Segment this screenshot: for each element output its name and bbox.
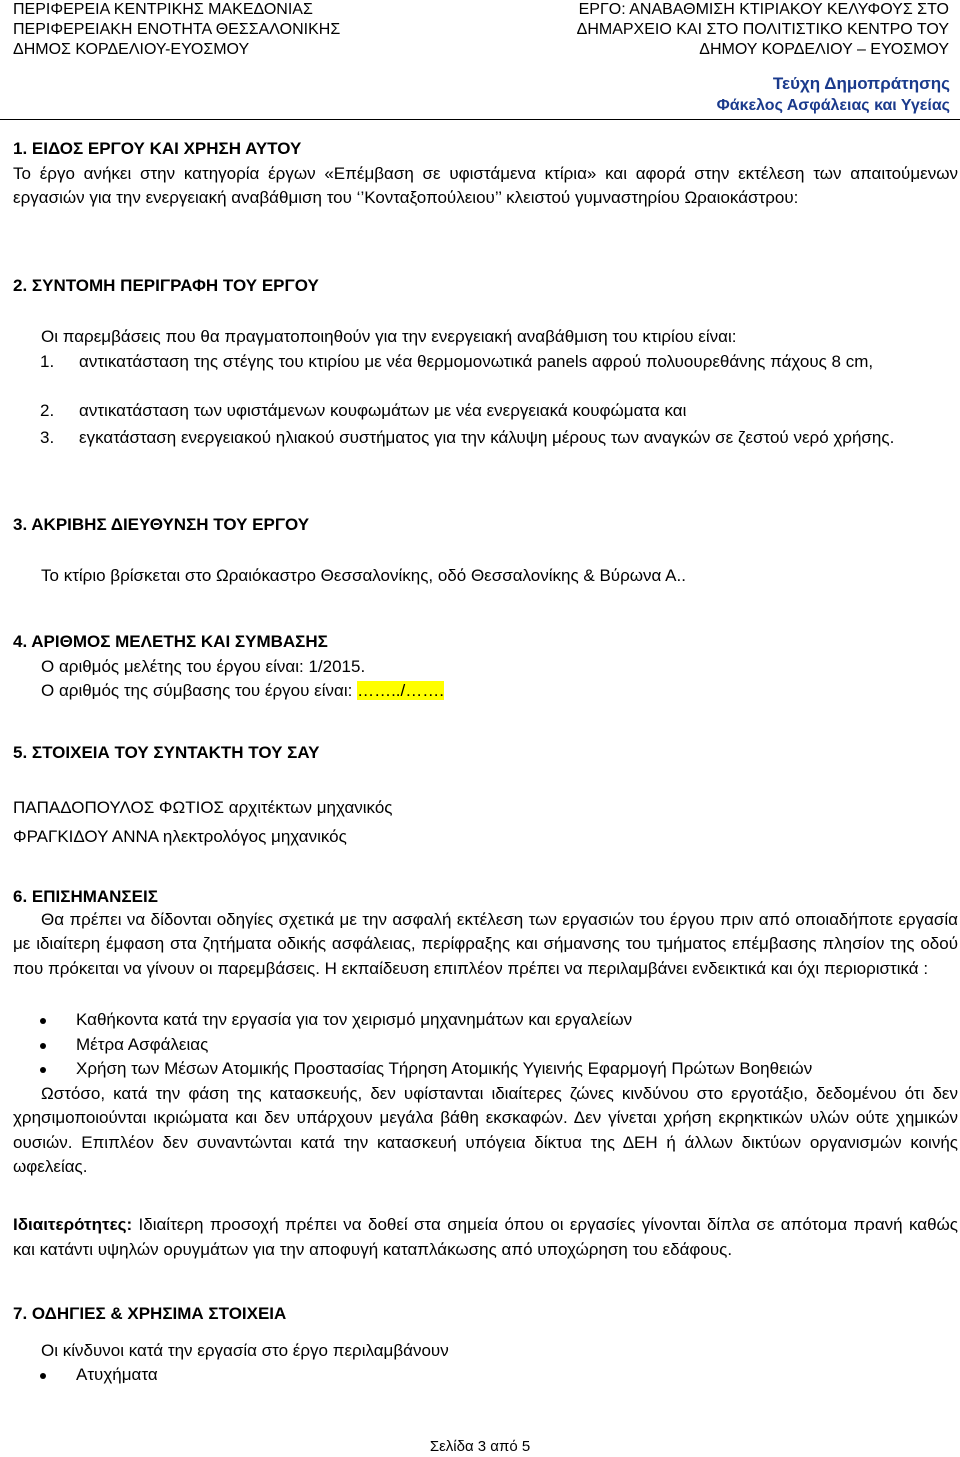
section-6-text: Θα πρέπει να δίδονται οδηγίες σχετικά με την ασφαλή εκτέλεση των εργασιών του έργου πριν από οποιαδήποτε εργασία με ιδιαίτερη έμφαση στα ζητήματα οδικής ασφάλειας, περίφραξης και σήμανσης του τμήματος επέμβασης πλησίον της οδού που πρόκειται να γίνουν οι παρεμβάσεις. Η εκπαίδευση επιπλέον πρέπει να περιλαμβάνει ενδεικτικά και όχι περιοριστικά : bbox=[13, 910, 958, 978]
bullet-text: Μέτρα Ασφάλειας bbox=[76, 1035, 209, 1054]
header-left-line: ΠΕΡΙΦΕΡΕΙΑ ΚΕΝΤΡΙΚΗΣ ΜΑΚΕΔΟΝΙΑΣ bbox=[13, 1, 313, 18]
header-right bbox=[577, 0, 949, 60]
section-2-heading bbox=[13, 274, 958, 298]
section-3-text: Το κτίριο βρίσκεται στο Ωραιόκαστρο Θεσσαλονίκης, οδό Θεσσαλονίκης & Βύρωνα Α.. bbox=[41, 566, 686, 585]
section-6-text-2: Ωστόσο, κατά την φάση της κατασκευής, δεν υφίστανται ιδιαίτερες ζώνες κινδύνου στο εργοτάξιο, δεδομένου ότι δεν χρησιμοποιούνται ικριώματα και δεν υπάρχουν μεγάλα βάθη εκσκαφών. Δεν γίνεται χρήση εκρηκτικών υλών ούτε χημικών ουσιών. Επιπλέον δεν συναντώνται κατά την κατασκευή υπόγεια δίκτυα της ΔΕΗ ή άλλων δικτύων οργανισμών κοινής ωφελείας. bbox=[13, 1084, 958, 1176]
header-right-line: ΔΗΜΟΥ ΚΟΡΔΕΛΙΟΥ – ΕΥΟΣΜΟΥ bbox=[699, 41, 949, 58]
special-notes-text: Ιδιαίτερη προσοχή πρέπει να δοθεί στα σημεία όπου οι εργασίες γίνονται δίπλα σε απότομα πρανή καθώς και κατάντι υψηλών ορυγμάτων για την αποφυγή καταπλάκωσης από υποχώρηση του εδάφους. bbox=[13, 1215, 958, 1259]
list-item-text: εγκατάσταση ενεργειακού ηλιακού συστήματος για την κάλυψη μέρους των αναγκών σε ζεστού νερό χρήσης. bbox=[79, 428, 895, 447]
section-4-heading: 4. ΑΡΙΘΜΟΣ ΜΕΛΕΤΗΣ ΚΑΙ ΣΥΜΒΑΣΗΣ bbox=[13, 632, 328, 651]
section-3-heading: 3. ΑΚΡΙΒΗΣ ΔΙΕΥΘΥΝΣΗ ΤΟΥ ΕΡΓΟΥ bbox=[13, 515, 310, 534]
header-right-line: ΕΡΓΟ: ΑΝΑΒΑΘΜΙΣΗ ΚΤΙΡΙΑΚΟΥ ΚΕΛΥΦΟΥΣ ΣΤΟ bbox=[578, 1, 949, 18]
section-1-heading: 1. ΕΙΔΟΣ ΕΡΓΟΥ ΚΑΙ ΧΡΗΣΗ ΑΥΤΟΥ bbox=[13, 139, 302, 158]
list-item-number: 1. bbox=[40, 352, 55, 371]
bullet-text: Καθήκοντα κατά την εργασία για τον χειρισμό μηχανημάτων και εργαλείων bbox=[76, 1010, 633, 1029]
document-type-title: Τεύχη Δημοπράτησης bbox=[772, 74, 950, 93]
document-type-subtitle: Φάκελος Ασφάλειας και Υγείας bbox=[716, 97, 950, 114]
study-number: Ο αριθμός μελέτης του έργου είναι: 1/2015. bbox=[41, 657, 366, 676]
section-7-heading: 7. ΟΔΗΓΙΕΣ & ΧΡΗΣΙΜΑ ΣΤΟΙΧΕΙΑ bbox=[13, 1304, 287, 1323]
bullet-dot bbox=[40, 1043, 46, 1049]
header-left-line: ΠΕΡΙΦΕΡΕΙΑΚΗ ΕΝΟΤΗΤΑ ΘΕΣΣΑΛΟΝΙΚΗΣ bbox=[13, 21, 341, 38]
contract-number-label: Ο αριθμός της σύμβασης του έργου είναι: bbox=[41, 681, 358, 700]
document-type bbox=[717, 73, 950, 117]
header-left-line: ΔΗΜΟΣ ΚΟΡΔΕΛΙΟΥ-ΕΥΟΣΜΟΥ bbox=[13, 41, 250, 58]
bullet-dot bbox=[40, 1373, 46, 1379]
section-5-heading: 5. ΣΤΟΙΧΕΙΑ ΤΟΥ ΣΥΝΤΑΚΤΗ ΤΟΥ ΣΑΥ bbox=[13, 743, 320, 762]
header-left bbox=[13, 0, 340, 60]
list-item-text: αντικατάσταση της στέγης του κτιρίου με νέα θερμομονωτικά panels αφρού πολυουρεθάνης πάχους 8 cm, bbox=[79, 352, 874, 371]
contract-number bbox=[13, 679, 958, 703]
bullet-dot bbox=[40, 1018, 46, 1024]
section-2-heading-text: 2. ΣΥΝΤΟΜΗ ΠΕΡΙΓΡΑΦΗ ΤΟΥ ΕΡΓΟΥ bbox=[13, 276, 319, 295]
page-number: Σελίδα 3 από 5 bbox=[429, 1438, 531, 1455]
list-item-number: 2. bbox=[40, 401, 55, 420]
special-notes bbox=[13, 1212, 958, 1262]
bullet-text: Ατυχήματα bbox=[76, 1365, 158, 1384]
header-divider bbox=[0, 119, 960, 120]
header-right-line: ΔΗΜΑΡΧΕΙΟ ΚΑΙ ΣΤΟ ΠΟΛΙΤΙΣΤΙΚΟ ΚΕΝΤΡΟ ΤΟΥ bbox=[576, 21, 949, 38]
contract-number-value: ……../……. bbox=[357, 681, 444, 700]
section-7-intro: Οι κίνδυνοι κατά την εργασία στο έργο περιλαμβάνουν bbox=[41, 1341, 449, 1360]
author: ΦΡΑΓΚΙΔΟΥ ΑΝΝΑ ηλεκτρολόγος μηχανικός bbox=[13, 827, 347, 846]
section-6-heading: 6. ΕΠΙΣΗΜΑΝΣΕΙΣ bbox=[13, 887, 158, 906]
section-2-intro: Οι παρεμβάσεις που θα πραγματοποιηθούν για την ενεργειακή αναβάθμιση του κτιρίου είναι: bbox=[41, 327, 737, 346]
special-notes-label: Ιδιαιτερότητες: bbox=[13, 1215, 133, 1234]
bullet-dot bbox=[40, 1067, 46, 1073]
author: ΠΑΠΑΔΟΠΟΥΛΟΣ ΦΩΤΙΟΣ αρχιτέκτων μηχανικός bbox=[13, 798, 393, 817]
list-item-number: 3. bbox=[40, 428, 55, 447]
section-1-text: Το έργο ανήκει στην κατηγορία έργων «Επέμβαση σε υφιστάμενα κτίρια» και αφορά στην εκτέλεση των απαιτούμενων εργασιών για την ενεργειακή αναβάθμιση του ‘’Κονταξοπούλειου’’ κλειστού γυμναστηρίου Ωραιοκάστρου: bbox=[13, 164, 958, 207]
list-item-text: αντικατάσταση των υφιστάμενων κουφωμάτων με νέα ενεργειακά κουφώματα και bbox=[79, 401, 687, 420]
bullet-text: Χρήση των Μέσων Ατομικής Προστασίας Τήρηση Ατομικής Υγιεινής Εφαρμογή Πρώτων Βοηθειών bbox=[76, 1059, 813, 1078]
